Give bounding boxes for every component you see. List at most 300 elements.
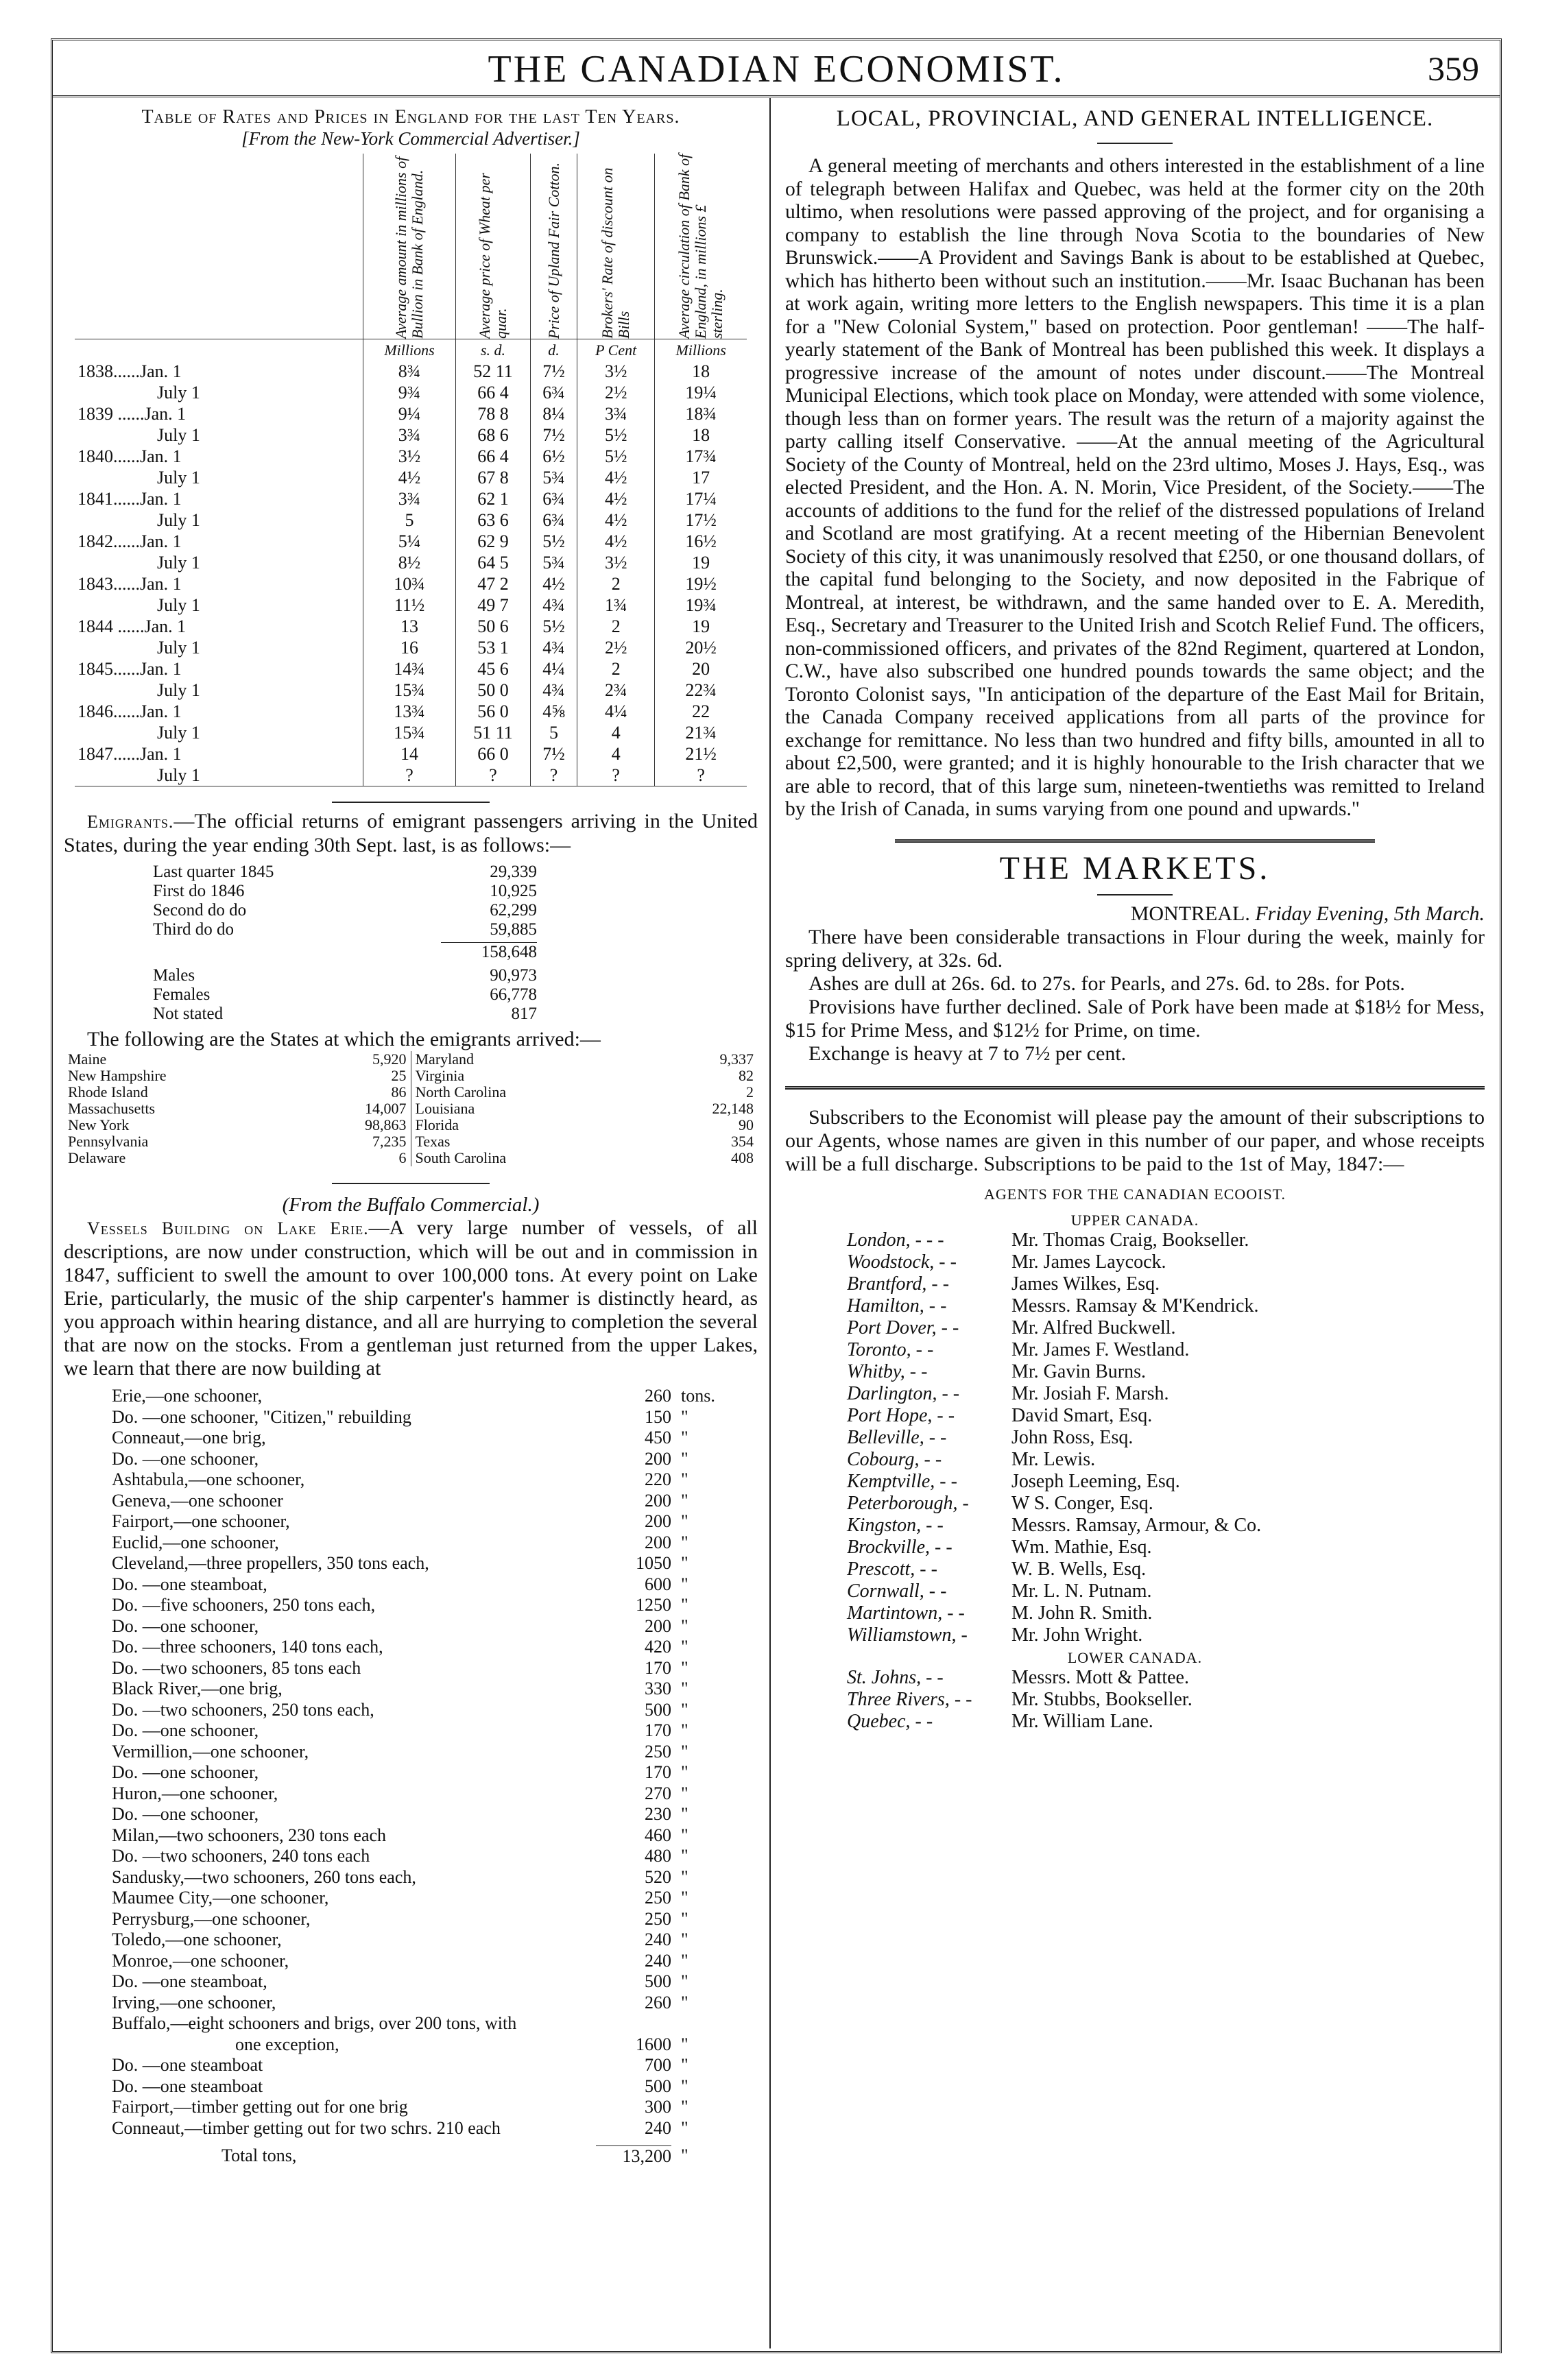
rates-cell: 4¾ <box>531 594 577 616</box>
rates-date: 1839 ......Jan. 1 <box>77 404 187 424</box>
rates-cell: 5¾ <box>531 467 577 488</box>
agent-town: Hamilton, - - <box>847 1295 947 1317</box>
row-label: Pennsylvania <box>68 1133 149 1150</box>
rates-cell: 4½ <box>531 573 577 594</box>
list-row <box>68 1084 407 1101</box>
vessel-desc: Do. —two schooners, 85 tons each <box>112 1657 361 1678</box>
rates-cell: 49 7 <box>455 594 530 616</box>
vessel-tons: 480 <box>645 1846 671 1866</box>
rates-cell: 1¾ <box>577 594 655 616</box>
list-row <box>416 1101 754 1117</box>
rates-date: July 1 <box>157 468 200 488</box>
markets-dateline <box>785 902 1485 926</box>
agent-name: W. B. Wells, Esq. <box>1011 1558 1147 1580</box>
rates-cell: 4½ <box>577 509 655 531</box>
vessel-row <box>112 1930 729 1951</box>
row-value: 22,148 <box>712 1100 754 1117</box>
vessel-row <box>112 1637 729 1658</box>
rates-header-label: Average circulation of Bank of England, in millions £ sterling. <box>675 154 726 339</box>
rates-cell: 20 <box>655 658 747 680</box>
vessel-tons: 500 <box>645 1699 671 1720</box>
vessel-unit <box>671 2013 729 2034</box>
vessel-unit: " <box>681 1950 688 1971</box>
vessel-unit: " <box>681 1971 688 1991</box>
agent-town: Brantford, - - <box>847 1273 950 1295</box>
vessel-tons: 170 <box>645 1762 671 1782</box>
rates-cell: 4½ <box>577 531 655 552</box>
agent-name: Joseph Leeming, Esq. <box>1011 1470 1180 1492</box>
vessel-unit: " <box>681 1469 688 1489</box>
rates-cell: 53 1 <box>455 637 530 658</box>
rates-cell: 62 1 <box>455 488 530 509</box>
rates-row <box>75 573 747 594</box>
vessel-row <box>112 1574 729 1596</box>
vessel-row <box>112 1867 729 1888</box>
rates-cell: 10¾ <box>363 573 456 594</box>
vessels-source: (From the Buffalo Commercial.) <box>282 1194 540 1216</box>
agent-town: London, - - - <box>847 1229 944 1251</box>
rates-date: July 1 <box>157 680 200 700</box>
list-row <box>416 1150 754 1166</box>
list-row <box>68 1051 407 1068</box>
rates-cell: 45 6 <box>455 658 530 680</box>
vessels-intro <box>64 1216 758 1380</box>
vessel-tons: 200 <box>645 1511 671 1531</box>
vessel-tons: 460 <box>645 1825 671 1845</box>
rates-cell: 9¼ <box>363 403 456 424</box>
vessel-unit: " <box>681 1825 688 1845</box>
local-heading: LOCAL, PROVINCIAL, AND GENERAL INTELLIGENCE. <box>836 106 1434 131</box>
rates-date: July 1 <box>157 595 200 615</box>
rates-cell: 2 <box>577 616 655 637</box>
vessel-desc: Fairport,—timber getting out for one brig <box>112 2097 408 2117</box>
vessel-desc: Do. —two schooners, 240 tons each <box>112 1846 370 1866</box>
rates-cell: 63 6 <box>455 509 530 531</box>
rates-cell: ? <box>655 765 747 786</box>
agents-heading: AGENTS FOR THE CANADIAN ECOOIST. <box>983 1185 1286 1203</box>
agent-town: Martintown, - - <box>847 1602 965 1624</box>
local-text: A general meeting of merchants and others interested in the establishment of a line of telegraph between Halifax and Quebec, was held at the former city on the 20th ultimo, when resolutions were passed approving of the project, and for organising a company to establish the line through Nova Scotia to the boundaries of New Brunswick.——A Provident and Savings Bank is about to be established at Quebec, which has hitherto been without such an institution.——Mr. Isaac Buchanan has been at work again, writing more letters to the English newspapers. This time it is a plan for a "New Colonial System," based on protection. Poor gentleman! ——The half-yearly statement of the Bank of Montreal has been published this week. It displays a progressive increase of the amount of notes under discount.——The Montreal Municipal Elections, which took place on Monday, were attended with some violence, though less than on former years. The result was the return of a majority against the party calling itself Conservative. ——At the annual meeting of the Agricultural Society of the County of Montreal, held on the 23rd ultimo, Moses J. Hays, Esq., was elected President, and the Hon. A. N. Morin, Vice President, of the Society.——The accounts of additions to the fund for the relief of the distressed populations of Ireland and Scotland are most gratifying. At a recent meeting of the Hibernian Benevolent Society of this city, it was unanimously resolved that £250, or one thousand dollars, of the capital fund belonging to the Society, and now deposited in the Fabrique of Montreal, at interest, be withdrawn, and the same handed over to E. A. Meredith, Esq., Secretary and Treasurer to the United Irish and Scotch Relief Fund. The officers, non-commissioned officers, and privates of the 82nd Regiment, quartered at London, C.W., have also subscribed one hundred pounds towards the same object; and the Toronto Colonist says, "In anticipation of the departure of the East Mail for Britain, the Canada Company received applications from all parts of the province for exchange for remittance. No less than two hundred and fifty bills, amounted in all to about £2,500, were granted; and it is highly honourable to the Irish character that we are able to record, that of this large sum, nineteen-twentieths was remitted to Ireland by the Irish of Canada, in sums varying from one pound and upwards." <box>785 155 1485 820</box>
rates-cell: 3½ <box>363 446 456 467</box>
agent-row <box>785 1317 1485 1339</box>
vessel-tons: 200 <box>645 1615 671 1636</box>
agent-town: Quebec, - - <box>847 1710 933 1732</box>
vessel-tons: 250 <box>645 1741 671 1762</box>
double-rule <box>785 1086 1485 1090</box>
vessel-tons: 170 <box>645 1657 671 1678</box>
rates-cell: 17¼ <box>655 488 747 509</box>
row-value: 5,920 <box>372 1050 407 1068</box>
vessels-total: Total tons, 13,200 " <box>112 2145 729 2167</box>
rates-row <box>75 467 747 488</box>
vessel-desc: Do. —one schooner, "Citizen," rebuilding <box>112 1406 411 1427</box>
agent-row <box>785 1229 1485 1251</box>
rates-cell: 2 <box>577 658 655 680</box>
rates-cell: 4 <box>577 722 655 743</box>
agent-row <box>785 1624 1485 1646</box>
rates-cell: 2½ <box>577 382 655 403</box>
row-label: Males <box>153 966 195 985</box>
agent-row <box>785 1339 1485 1361</box>
rates-header-label: Brokers' Rate of discount on Bills <box>599 167 633 339</box>
rates-row <box>75 403 747 424</box>
row-label: Maryland <box>415 1050 475 1068</box>
list-row <box>416 1084 754 1101</box>
vessel-tons: 420 <box>645 1637 671 1657</box>
rates-header-label: Average price of Wheat per quar. <box>476 173 510 339</box>
rates-header-label: Price of Upland Fair Cotton. <box>544 162 562 339</box>
vessel-unit: " <box>681 1595 688 1615</box>
rates-date: 1847......Jan. 1 <box>77 744 182 764</box>
rates-date: 1842......Jan. 1 <box>77 531 182 551</box>
agent-row <box>785 1449 1485 1471</box>
agent-row <box>785 1273 1485 1295</box>
rates-cell: 5 <box>363 509 456 531</box>
list-row <box>153 966 537 985</box>
vessel-desc: Erie,—one schooner, <box>112 1386 263 1406</box>
vessel-row <box>112 1783 729 1805</box>
row-label: Louisiana <box>415 1100 475 1117</box>
row-label: Last quarter 1845 <box>153 863 274 881</box>
rates-cell: 15¾ <box>363 722 456 743</box>
rates-cell: 66 4 <box>455 446 530 467</box>
vessel-desc: Maumee City,—one schooner, <box>112 1888 329 1908</box>
markets-ashes: Ashes are dull at 26s. 6d. to 27s. for Pearls, and 27s. 6d. to 28s. for Pots. <box>808 972 1405 995</box>
rates-cell: 9¾ <box>363 382 456 403</box>
vessel-desc: Fairport,—one schooner, <box>112 1511 290 1531</box>
rates-cell: 17½ <box>655 509 747 531</box>
vessel-unit: " <box>681 2097 688 2117</box>
row-label: First do 1846 <box>153 882 245 900</box>
vessel-unit: " <box>681 1930 688 1949</box>
agent-name: Mr. Thomas Craig, Bookseller. <box>1011 1229 1249 1251</box>
rates-date: July 1 <box>157 765 200 785</box>
rates-date: 1838......Jan. 1 <box>77 361 182 381</box>
rates-cell: 66 4 <box>455 382 530 403</box>
vessel-row <box>112 1595 729 1616</box>
rates-date: 1846......Jan. 1 <box>77 701 182 721</box>
agent-row <box>785 1602 1485 1624</box>
row-value: 82 <box>739 1067 754 1084</box>
row-value: 9,337 <box>719 1050 754 1068</box>
agent-row <box>785 1471 1485 1493</box>
rates-cell: 7½ <box>531 361 577 382</box>
states-intro: The following are the States at which the emigrants arrived:— <box>87 1028 601 1050</box>
rates-cell: 64 5 <box>455 552 530 573</box>
vessel-tons: 270 <box>645 1783 671 1803</box>
rates-row <box>75 765 747 786</box>
vessel-unit: " <box>681 2034 688 2054</box>
row-label: Not stated <box>153 1005 224 1023</box>
agent-town: St. Johns, - - <box>847 1666 944 1688</box>
agent-town: Williamstown, - <box>847 1624 968 1646</box>
divider <box>1097 143 1173 144</box>
vessel-row <box>112 1742 729 1763</box>
masthead-title: THE CANADIAN ECONOMIST. <box>488 48 1065 91</box>
vessel-desc: Do. —one steamboat <box>112 2076 263 2096</box>
vessel-desc: Milan,—two schooners, 230 tons each <box>112 1825 387 1845</box>
vessel-unit: " <box>681 2055 688 2075</box>
row-label: Massachusetts <box>68 1100 156 1117</box>
vessel-row <box>112 1428 729 1449</box>
rates-cell: 3½ <box>577 361 655 382</box>
vessel-tons: 250 <box>645 1908 671 1929</box>
row-value: 25 <box>391 1067 407 1084</box>
agent-name: Mr. William Lane. <box>1011 1710 1153 1732</box>
vessel-unit: " <box>681 1846 688 1866</box>
agent-row <box>785 1405 1485 1427</box>
rates-row <box>75 658 747 680</box>
row-label: Florida <box>415 1116 459 1133</box>
rates-date: July 1 <box>157 510 200 530</box>
row-label: Third do do <box>153 920 235 939</box>
vessel-unit: " <box>681 1448 688 1469</box>
vessels-total-value: 13,200 <box>596 2145 671 2167</box>
divider <box>332 802 490 803</box>
vessel-row <box>112 1993 729 2014</box>
row-value: 90,973 <box>490 966 537 985</box>
rates-cell: 4¾ <box>531 680 577 701</box>
vessel-tons: 450 <box>645 1428 671 1447</box>
rates-unit: d. <box>531 339 577 361</box>
agent-town: Cobourg, - - <box>847 1448 942 1470</box>
agent-name: Mr. Lewis. <box>1011 1448 1096 1470</box>
rates-row <box>75 424 747 446</box>
row-label: Delaware <box>68 1149 126 1166</box>
row-value: 29,339 <box>490 863 537 881</box>
row-label: New York <box>68 1116 130 1133</box>
vessel-tons: 200 <box>645 1532 671 1552</box>
rates-cell: 5½ <box>531 616 577 637</box>
rates-cell: 19 <box>655 616 747 637</box>
emigrants-head: Emigrants. <box>87 812 174 832</box>
rates-header <box>655 154 747 339</box>
agent-town: Cornwall, - - <box>847 1580 947 1602</box>
vessel-tons: 240 <box>645 1930 671 1949</box>
rates-cell: 4⅝ <box>531 701 577 722</box>
rates-table <box>75 154 747 786</box>
rates-cell: 51 11 <box>455 722 530 743</box>
newspaper-page <box>51 38 1502 2353</box>
rates-date: 1845......Jan. 1 <box>77 659 182 679</box>
agent-town: Woodstock, - - <box>847 1251 957 1273</box>
rates-cell: 5½ <box>531 531 577 552</box>
list-row <box>416 1133 754 1150</box>
vessel-desc: Do. —one schooner, <box>112 1762 259 1782</box>
vessel-row <box>112 2034 729 2056</box>
vessel-desc: Euclid,—one schooner, <box>112 1532 279 1552</box>
agent-town: Port Dover, - - <box>847 1317 959 1338</box>
list-row <box>153 920 537 939</box>
vessel-row <box>112 1804 729 1825</box>
rates-unit: P Cent <box>577 339 655 361</box>
rates-cell: 22 <box>655 701 747 722</box>
double-rule <box>895 839 1375 843</box>
page-number: 359 <box>1428 49 1479 88</box>
agent-name: Mr. James Laycock. <box>1011 1251 1166 1273</box>
states-right <box>411 1051 758 1166</box>
rates-cell: 2¾ <box>577 680 655 701</box>
rates-header <box>531 154 577 339</box>
vessel-tons: 520 <box>645 1866 671 1887</box>
vessel-unit: " <box>681 1783 688 1803</box>
vessel-row <box>112 1553 729 1574</box>
vessel-unit: " <box>681 1553 688 1573</box>
rates-header <box>455 154 530 339</box>
rates-date: July 1 <box>157 723 200 743</box>
vessel-tons: 700 <box>645 2055 671 2075</box>
rates-header <box>577 154 655 339</box>
vessel-desc: Huron,—one schooner, <box>112 1783 278 1803</box>
agent-name: Mr. Gavin Burns. <box>1011 1360 1146 1382</box>
left-column <box>64 106 758 2167</box>
list-row <box>153 901 537 920</box>
row-value: 59,885 <box>490 920 537 939</box>
row-value: 817 <box>511 1005 537 1023</box>
rates-cell: 5 <box>531 722 577 743</box>
rates-cell: 6¾ <box>531 382 577 403</box>
vessel-desc: Toledo,—one schooner, <box>112 1930 282 1949</box>
rates-cell: 19¾ <box>655 594 747 616</box>
vessel-row <box>112 1762 729 1783</box>
rates-cell: 67 8 <box>455 467 530 488</box>
vessel-desc: Irving,—one schooner, <box>112 1992 276 2012</box>
vessel-row <box>112 1469 729 1491</box>
agent-town: Belleville, - - <box>847 1426 947 1448</box>
vessel-unit: " <box>681 1490 688 1511</box>
agent-row <box>785 1537 1485 1559</box>
row-label: Texas <box>415 1133 451 1150</box>
row-value: 14,007 <box>365 1100 407 1117</box>
rates-cell: 13 <box>363 616 456 637</box>
list-row <box>153 1005 537 1024</box>
row-value: 408 <box>731 1149 754 1166</box>
list-row <box>416 1117 754 1133</box>
agent-row <box>785 1493 1485 1515</box>
list-row <box>68 1068 407 1084</box>
rates-unit: Millions <box>655 339 747 361</box>
row-label: New Hampshire <box>68 1067 167 1084</box>
states-table <box>64 1051 758 1166</box>
vessel-tons: 1600 <box>636 2034 671 2054</box>
row-value: 10,925 <box>490 882 537 900</box>
vessel-unit: " <box>681 1615 688 1636</box>
rates-cell: 68 6 <box>455 424 530 446</box>
vessels-intro-text: —A very large number of vessels, of all descriptions, are now under construction, which will be out and in commission in 1847, sufficient to swell the amount to over 100,000 tons. At every point on Lake Erie, particularly, the music of the ship carpenter's hammer is distinctly heard, as you approach within hearing distance, and all are hurrying to completion the several that are now on the stocks. From a gentleman just returned from the upper Lakes, we learn that there are now building at <box>64 1216 758 1380</box>
markets-provisions: Provisions have further declined. Sale of Pork have been made at $18½ for Mess, $15 for Prime Mess, and $12½ for Prime, on time. <box>785 995 1485 1042</box>
agent-row <box>785 1383 1485 1405</box>
rates-cell: 56 0 <box>455 701 530 722</box>
rates-cell: 78 8 <box>455 403 530 424</box>
agent-row <box>785 1427 1485 1449</box>
right-column <box>785 106 1485 1733</box>
rates-cell: 4¼ <box>531 658 577 680</box>
vessel-desc: Do. —one schooner, <box>112 1615 259 1636</box>
vessel-desc: Cleveland,—three propellers, 350 tons each, <box>112 1553 429 1573</box>
rates-cell: ? <box>577 765 655 786</box>
rates-date: 1841......Jan. 1 <box>77 489 182 509</box>
vessels-total-label: Total tons, <box>221 2145 297 2165</box>
emigrants-total-block <box>153 942 537 962</box>
vessel-unit: " <box>681 1428 688 1447</box>
vessel-unit: " <box>681 1406 688 1427</box>
vessel-unit: tons. <box>681 1386 715 1406</box>
agent-name: W S. Conger, Esq. <box>1011 1492 1153 1514</box>
rates-date: July 1 <box>157 425 200 445</box>
vessel-tons: 500 <box>645 1971 671 1991</box>
rates-cell: 4¼ <box>577 701 655 722</box>
subscribers-notice: Subscribers to the Economist will please pay the amount of their subscriptions to our Agents, whose names are given in this number of our paper, and whose receipts will be a full discharge. Subscriptions to be paid to the 1st of May, 1847:— <box>785 1105 1485 1175</box>
agent-name: M. John R. Smith. <box>1011 1602 1153 1624</box>
rates-row <box>75 531 747 552</box>
row-label: Females <box>153 985 211 1004</box>
vessel-tons: 1250 <box>636 1595 671 1615</box>
vessel-tons: 330 <box>645 1679 671 1698</box>
vessel-desc: one exception, <box>235 2034 339 2054</box>
vessel-row <box>112 1700 729 1721</box>
rates-cell: 8¾ <box>363 361 456 382</box>
rates-cell: 62 9 <box>455 531 530 552</box>
agent-town: Whitby, - - <box>847 1360 928 1382</box>
agent-town: Peterborough, - <box>847 1492 969 1514</box>
list-row <box>68 1101 407 1117</box>
list-row <box>416 1051 754 1068</box>
rates-row <box>75 446 747 467</box>
rates-unit: s. d. <box>455 339 530 361</box>
rates-cell: 8¼ <box>531 403 577 424</box>
markets-flour: There have been considerable transactions in Flour during the week, mainly for spring delivery, at 32s. 6d. <box>785 925 1485 972</box>
vessel-desc: Do. —one steamboat, <box>112 1574 267 1594</box>
agent-town: Three Rivers, - - <box>847 1688 972 1710</box>
vessel-unit: " <box>681 2076 688 2096</box>
vessel-unit: " <box>681 1637 688 1657</box>
agent-row <box>785 1515 1485 1537</box>
rates-cell: ? <box>363 765 456 786</box>
vessel-desc: Do. —two schooners, 250 tons each, <box>112 1699 374 1720</box>
list-row <box>153 985 537 1005</box>
list-row <box>153 863 537 882</box>
vessel-row <box>112 1679 729 1700</box>
list-row <box>153 882 537 901</box>
rates-cell: 4½ <box>577 488 655 509</box>
vessel-row <box>112 1407 729 1428</box>
rates-row <box>75 361 747 382</box>
row-value: 62,299 <box>490 901 537 919</box>
agent-name: Mr. Josiah F. Marsh. <box>1011 1382 1169 1404</box>
rates-cell: 5¼ <box>363 531 456 552</box>
rates-cell: 6½ <box>531 446 577 467</box>
vessel-unit: " <box>681 1741 688 1762</box>
vessels-list <box>112 1386 729 2139</box>
rates-cell: 50 6 <box>455 616 530 637</box>
rates-cell: 18 <box>655 361 747 382</box>
agent-name: Mr. Stubbs, Bookseller. <box>1011 1688 1193 1710</box>
vessel-row <box>112 2055 729 2076</box>
rates-row <box>75 680 747 701</box>
vessel-unit: " <box>681 1720 688 1740</box>
vessel-unit: " <box>681 1574 688 1594</box>
rates-header <box>363 154 456 339</box>
rates-row <box>75 722 747 743</box>
vessel-unit: " <box>681 1888 688 1908</box>
vessel-row <box>112 1449 729 1470</box>
rates-cell: ? <box>455 765 530 786</box>
agent-town: Brockville, - - <box>847 1536 952 1558</box>
vessel-tons: 240 <box>645 2117 671 2138</box>
divider <box>332 1183 490 1184</box>
vessel-row <box>112 1846 729 1867</box>
vessel-unit: " <box>681 1908 688 1929</box>
